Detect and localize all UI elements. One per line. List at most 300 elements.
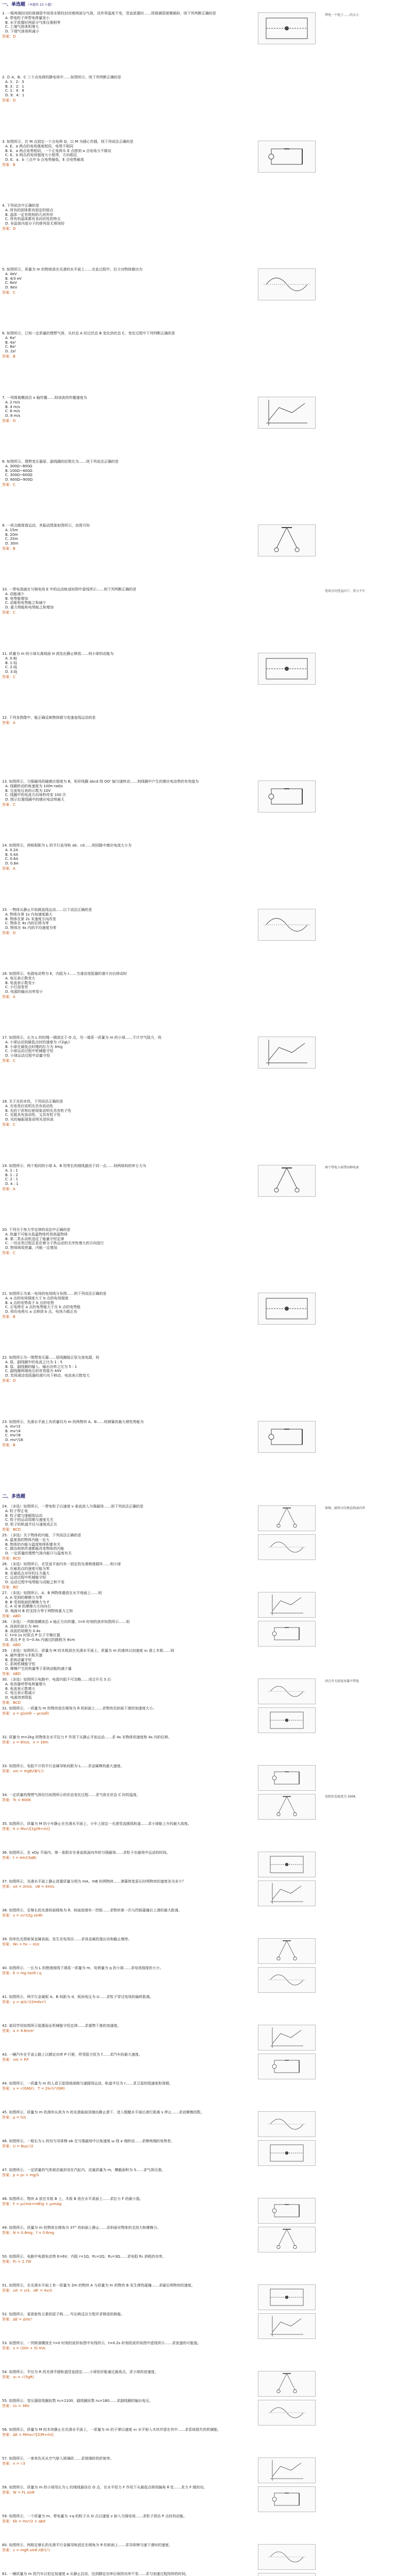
question-stem: 60. 如图所示，两根足够长的光滑平行金属导轨固定在倾角为 θ 的斜面上……求导体棒匀速下滑时的速度。 [2,2543,173,2547]
answer-key: 答案：vA = 2m/s，vB = 4m/s [2,1884,55,1889]
answer-key: 答案：P₂ = 2.7W [2,2259,31,2264]
answer-option: B. 4 m/s [5,404,20,409]
question-figure [258,524,316,556]
answer-key: 答案：Ek = mv²/2 + qEd [2,2519,45,2523]
question-stem: 3. 如图所示，在 M 点固定一个点电荷 Q，以 M 为圆心作圆，则下列说法正确的是 [2,140,134,144]
side-note: 两个带电小球带同种电荷 [325,1166,359,1170]
question-stem: 10. 一带电油滴在匀强电场 E 中的运动轨迹如图中虚线所示……则下列判断正确的是 [2,587,137,591]
question-stem: 23. 如图所示，光滑水平面上有质量均为 m 的两物块 A、B……则弹簧的最大弹性势能为 [2,1420,144,1424]
answer-option: A. 15m [5,528,18,532]
question-stem: 25. （多选）关于物体的内能，下列说法正确的是 [2,1533,81,1537]
answer-option: C. 25m [5,537,19,541]
question-stem: 54. 如图所示，半径为 R 的光滑半圆轨道竖直固定……小球恰好能通过最高点，求小球的初速度。 [2,2370,158,2374]
answer-key: 答案：vm = P/f [2,2057,29,2062]
question-figure [258,1534,316,1560]
answer-key: 答案：W₀ = hν − eUc [2,1942,40,1946]
question-stem: 2. 在 A、B、C 三个点电荷的静电场中……如图所示，则下列判断正确的是 [2,75,121,79]
answer-key: 答案：C [2,610,15,615]
question [2,2024,244,2033]
answer-key: 答案：C [2,674,15,679]
question-stem: 21. 如图所示为某一电场的电场线分布图……则下列说法正确的是 [2,1292,107,1296]
question [2,2139,244,2149]
question-figure [258,2458,316,2483]
question-stem: 16. 如图所示，电源电动势为 E，内阻为 r……当滑动变阻器的滑片向右移动时 [2,972,127,976]
answer-option: A. 2 m/s [5,400,20,404]
answer-option: B. 电流表示数增大 [5,1686,36,1691]
question [2,2081,332,2091]
answer-option: C. 光既具有波动性，又具有粒子性 [5,1113,61,1117]
question-stem: 26. （多选）如图所示，在竖直平面内有一固定的光滑绝缘圆环……则小球 [2,1562,121,1566]
answer-option: B. 小球在最低点时绳的拉力为 3mg [5,1044,63,1049]
question-stem: 29. （多选）如图所示，质量为 M 的木板放在光滑水平面上，质量为 m 的滑块以初速度 v₀ 滑上木板……则 [2,1649,174,1653]
answer-option: B. 系统动量守恒 [5,1657,32,1662]
question [2,908,244,936]
answer-option: D. 4 : 1 [5,1182,19,1186]
question [2,2168,332,2178]
question-stem: 33. 如图所示，电阻不计的平行金属导轨间距为 L……求金属棒的最大速度。 [2,1764,124,1768]
answer-option: B. 晶体一定有规则的几何外形 [5,212,54,217]
question [2,587,332,615]
question [2,2110,244,2120]
question [2,11,244,39]
answer-key: 答案：C [2,482,15,487]
answer-option: A. 4eV [5,272,17,276]
question [2,75,332,103]
question-stem: 7. 一列简谐横波沿 x 轴传播……则该波的传播速度为 [2,396,87,400]
question-figure [258,2111,316,2137]
question-stem: 57. 如图所示，一束单色光从空气射入玻璃砖……求玻璃砖的折射率。 [2,2456,114,2461]
answer-option: C. 系统机械能守恒 [5,1662,36,1667]
answer-option: B. 第二类永动机违反了能量守恒定律 [5,1236,64,1241]
answer-option: A. 最终滑块与木板共速 [5,1653,43,1657]
question-stem: 13. 如图所示，匀强磁场的磁感应强度为 B，矩形线圈 abcd 绕 OO' 轴匀速转动……则线圈中产生的感应电动势的有效值为 [2,779,199,784]
answer-option: C. 6eV [5,281,17,285]
answer-option: D. 物体在 4s 内的平均速度为零 [5,926,57,930]
question-figure [258,1592,316,1618]
question-stem: 45. 如图所示，质量为 m 的滑块从高为 h 的光滑曲面顶端由静止滑下，进入粗糙水平面后滑行距离 s 停止……求动摩擦因数。 [2,2110,204,2114]
question-figure [258,2198,316,2224]
question-figure [258,397,316,429]
question [2,2283,244,2293]
answer-option: D. 重力势能和电势能之和增加 [5,605,54,609]
question-figure [258,1765,316,1791]
answer-option: B. 1.5J [5,660,17,665]
question [2,2456,244,2466]
answer-key: 答案：N = 0.8mg，f = 0.6mg [2,2230,55,2235]
answer-option: A. 300Ω~800Ω [5,464,32,468]
question-figure [258,1967,316,1993]
answer-option: A. a 点的电场强度大于 b 点的电场强度 [5,1296,69,1300]
answer-option: A. 光电效应说明光具有波动性 [5,1104,54,1108]
answer-key: 答案：BD [2,1585,19,1589]
answer-option: A. 热量不可能从低温物体传到高温物体 [5,1232,68,1236]
question [2,1764,244,1774]
answer-option: A. 小球运动到最低点时的速度为 √(2gL) [5,1040,70,1044]
answer-option: A. 原、副线圈中的电流之比为 1 : 5 [5,1360,63,1364]
answer-option: B. 交流电压表的示数为 10V [5,788,51,793]
answer-option: A. 0.2A [5,848,19,852]
question [2,2428,332,2437]
question-stem: 51. 如图所示，在光滑水平面上有一质量为 2m 的物块 A 与质量为 m 的物块 B 发生弹性碰撞……求碰后两物块的速度。 [2,2283,195,2287]
answer-option: D. 图示位置线圈中的感应电动势最大 [5,798,64,802]
answer-option: A. 0.8J [5,656,17,660]
answer-option: A. 温度高的物体内能一定大 [5,1537,50,1542]
question-figure [258,1938,316,1964]
question [2,1649,332,1676]
answer-option: A. 在最高点的速度可能为零 [5,1566,50,1571]
answer-key: 答案：v = √(GM/r)，T = 2π√(r³/GM) [2,2086,65,2091]
question-figure [258,141,316,173]
question-stem: 19. 如图所示，两个相同的小球 A、B 用等长的细线悬挂于同一点……则两球间的库仑力为 [2,1164,146,1168]
answer-option: B. 电流表示数变小 [5,980,36,985]
question [2,396,244,423]
answer-key: 答案：vm = mgR/(B²L²) [2,1769,44,1773]
question [2,1504,244,1532]
answer-option: C. 副线圈两端电压的有效值为 44V [5,1369,62,1374]
question [2,1735,332,1745]
question [2,1908,332,1918]
answer-option: C. 粒子的运动周期与速度无关 [5,1518,54,1522]
question-stem: 48. 如图所示，物块 A 放在木板 B 上，木板 B 放在水平桌面上……求拉力 F 的最小值。 [2,2197,143,2201]
question-stem: 41. 如图所示，两平行金属板 A、B 间距为 d，板间电压为 U……求粒子穿过电场的偏转距离。 [2,1995,154,1999]
answer-key: 答案：A [2,720,15,725]
question [2,2370,244,2380]
question-stem: 15. 一物体从静止开始做直线运动……以下说法正确的是 [2,908,92,912]
answer-key: 答案：ABD [2,1671,21,1676]
answer-option: A. mv²/2 [5,1424,21,1429]
answer-option: C. 1：4：9 [5,89,24,93]
question-figure [258,781,316,812]
question-stem: 31. 如图所示，一质量为 m 的物块放在倾角为 θ 的斜面上……求物块沿斜面下滑的加速度大小。 [2,1706,157,1710]
answer-option: C. t=0.1s 时质点 P 位于平衡位置 [5,1633,60,1638]
question [2,2197,244,2207]
answer-key: 答案：v = 8m/s，x = 16m [2,1740,48,1744]
question [2,460,332,487]
answer-option: C. 所有的晶体都有各向异性的特点 [5,217,61,222]
question [2,2485,244,2495]
section-title: 一、单选题 [2,2,26,7]
side-note: 带电一个电子……的大小 [325,13,359,17]
question-figure [258,1293,316,1325]
answer-option: C. 做功和热传递都能改变物体的内能 [5,1547,64,1551]
question [2,2053,244,2062]
answer-option: B. a 点的电势高于 b 点的电势 [5,1300,54,1305]
answer-key: 答案：ABD [2,1614,21,1618]
answer-key: 答案：A [2,994,15,999]
question-stem: 46. 如图所示，一根长为 L 的均匀导体棒 ab 在匀强磁场中以角速度 ω 绕 a 端转动……求棒两端的电势差。 [2,2139,174,2143]
answer-option: D. 运动过程中电势能与动能之和不变 [5,1580,64,1584]
question [2,2543,244,2553]
question-stem: 22. 如图所示为一理想变压器……原线圈接正弦交流电源，则 [2,1355,100,1360]
question-figure [258,1707,316,1733]
answer-key: 答案：D [2,34,16,39]
question-stem: 55. 如图所示，变压器原线圈匝数 n₁=1100，副线圈匝数 n₂=180……求副线圈的输出电压。 [2,2399,153,2403]
question-stem: 8. 如图所示，理想变压器原、副线圈的匝数比为……则下列说法正确的是 [2,460,119,464]
answer-key: 答案：A [2,866,15,871]
answer-key: 答案：ΔE = Δmc² [2,2317,32,2321]
answer-option: D. 3.0J [5,670,18,674]
answer-option: A. 粒子带正电 [5,1509,28,1513]
answer-key: 答案：p = p₀ + mg/S [2,2173,39,2177]
question-figure [258,1621,316,1647]
question-stem: 24. （多选）如图所示，一带电粒子以速度 v 垂直进入匀强磁场……则下列说法正确的是 [2,1504,143,1509]
answer-option: D. 600Ω~900Ω [5,478,33,482]
question-stem: 56. 如图所示，质量为 M 的木块静止在光滑水平面上，一质量为 m 的子弹以速度 v₀ 水平射入木块并留在其中……求系统损失的机械能。 [2,2428,221,2432]
answer-option: C. 物体在 4s 内的位移为零 [5,921,49,926]
answer-option: B. 粒子做匀速圆周运动 [5,1513,43,1518]
answer-key: 答案：U₂ = 36V [2,2403,29,2408]
answer-key: 答案：h = Mv₀²/[2g(M+m)] [2,1826,50,1831]
side-note: 初始状态温度为 300K [325,1795,356,1799]
answer-key: 答案：C [2,1058,15,1063]
answer-option: C. 2.0J [5,665,17,670]
answer-key: 答案：D [2,98,16,103]
answer-key: 答案：BCD [2,1700,21,1705]
question [2,1995,332,2005]
question-stem: 30. （多选）如图所示电路中，电源内阻不可忽略……闭合开关 S 后 [2,1677,111,1682]
answer-option: D. 电源效率降低 [5,1696,32,1700]
answer-option: B. 4a² [5,340,16,345]
question [2,331,332,359]
question-stem: 5. 如图所示，质量为 m 的物体放在光滑的水平面上……在此过程中，拉力对物体做功为 [2,267,143,272]
answer-key: 答案：n = √3 [2,2461,25,2466]
answer-key: 答案：C [2,1122,15,1127]
answer-option: D. 光的偏振现象说明光是纵波 [5,1117,54,1122]
answer-key: 答案：v = mgR sinθ /(B²L²) [2,2548,50,2552]
question-stem: 58. 如图所示，质量为 m 的小球用长为 L 的细线悬挂在 O 点，在水平恒力 F 作用下从最低点移到偏角 θ 处……求力 F 做的功。 [2,2485,207,2489]
question-figure [258,909,316,941]
question-stem: 47. 如图所示，一定质量的气体被活塞封闭在汽缸内，活塞质量为 m，横截面积为 S……求气体压强。 [2,2168,166,2172]
question [2,1793,244,1803]
answer-option: D. 小球运动过程中动量守恒 [5,1054,50,1058]
answer-option: B. 100Ω~400Ω [5,468,32,473]
answer-key: 答案：μ = h/s [2,2115,26,2120]
answer-key: 答案：B [2,162,15,167]
question [2,2226,244,2235]
section-subtitle: （本题共 23 小题） [26,3,54,7]
side-note: 闭合开关前电容器不带电 [325,1680,359,1683]
answer-option: B. 0.4A [5,852,19,857]
answer-key: 答案：U = BωL²/2 [2,2144,34,2148]
answer-option: A. 该波的波长为 4m [5,1624,39,1629]
question [2,843,332,871]
question-stem: 39. 用单色光照射某金属表面，发生光电效应……求该金属的逸出功和截止频率。 [2,1937,132,1941]
question-figure [258,653,316,685]
question-stem: 42. 某同学用如图所示装置验证机械能守恒定律……求重物下落的加速度。 [2,2024,121,2028]
question [2,1937,244,1947]
question-stem: 32. 质量为 m=2kg 的物体在水平拉力 F 作用下从静止开始运动……求 4s 末物体的速度和 4s 内的位移。 [2,1735,172,1739]
question [2,2312,244,2322]
answer-option: C. 小球运动过程中机械能守恒 [5,1049,54,1054]
question-stem: 20. 下列关于热力学定律的说法中正确的是 [2,1228,71,1232]
answer-key: 答案：D [2,226,16,231]
answer-key: 答案：v₀ = √(5gR) [2,2375,34,2379]
question-stem: 18. 关于光的本性，下列说法正确的是 [2,1099,63,1104]
question-stem: 1. 一根两端封闭的玻璃管中间用水银柱封闭着两部分气体，设外界温度不变，竖直放置时……将玻璃管缓慢倾斜，则下列判断正确的是 [2,11,216,15]
answer-option: D. 下端气体体积减小 [5,29,39,33]
answer-key: 答案：BCD [2,1556,21,1561]
answer-option: A. 动能减少 [5,591,25,596]
answer-key: 答案：C [2,802,15,807]
answer-option: A. E、a 两点的电场强度相同，电势不相同 [5,144,74,148]
answer-key: 答案：vA' = v/3，vB' = 4v/3 [2,2288,52,2293]
answer-key: 答案：D [2,930,16,935]
section-title: 二、多选题 [2,1494,26,1499]
question [2,779,244,807]
question [2,204,332,231]
answer-key: 答案：C [2,290,15,295]
question-stem: 11. 质量为 m 的小球从离地面 H 高处由静止释放……则小球的动能为 [2,652,114,656]
answer-key: 答案：F = μ₁(mA+mB)g + μ₂mAg [2,2201,62,2206]
answer-key: 答案：a = 9.6m/s² [2,2028,35,2033]
question [2,2255,332,2264]
answer-option: D. 30m [5,541,19,546]
question-stem: 4. 下列说法中正确的是 [2,204,39,208]
answer-option: B. 1 : 2 [5,1173,18,1177]
answer-option: C. 电压表示数减小 [5,1691,36,1696]
answer-key: 答案：v = (20n + 5) m/s [2,2346,46,2350]
answer-option: B. mv²/4 [5,1429,21,1433]
answer-option: B. 该波的周期为 0.4s [5,1629,41,1633]
question [2,1879,244,1889]
answer-key: 答案：t = πm/(3qB) [2,1855,37,1860]
answer-key: 答案：BCD [2,1527,21,1532]
answer-option: A. 带电粒子所带电荷量变小 [5,15,50,20]
question-stem: 43. 一辆汽车在平直公路上以额定功率 P 行驶，所受阻力恒为 f……求汽车的最大速度。 [2,2053,142,2057]
answer-option: D. 8 m/s [5,414,21,418]
question [2,523,244,551]
answer-option: C. 线圈中的电流方向每秒改变 100 次 [5,793,67,798]
answer-option: B. 20m [5,532,18,537]
question-stem: 37. 如图所示，光滑水平面上静止放置质量分别为 mA、mB 的两物块……弹簧恢复原长时两物块的速度各为多少？ [2,1879,186,1884]
question-stem: 36. 如图所示，在 xOy 平面内，第一象限存在垂直纸面向外的匀强磁场……求粒子在磁场中运动的时间。 [2,1851,170,1855]
answer-option: B. 4/3 eV [5,276,22,281]
answer-option: D. 粒子的轨道半径与速度成正比 [5,1522,57,1527]
question [2,652,244,680]
question [2,1966,244,1976]
question-figure [258,2573,316,2576]
question-stem: 9. 一质点做简谐运动，其振动图象如图所示，由图可知 [2,523,90,528]
answer-option: B. 电势能增加 [5,596,28,601]
question [2,1822,332,1832]
answer-option: A. 物体在第 1s 内加速度最大 [5,912,53,917]
question-stem: 27. （多选）如图所示，A、B 两物体叠放在水平地面上……则 [2,1591,102,1595]
question-figure [258,1037,316,1069]
question-figure [258,1679,316,1704]
question-figure [258,2544,316,2570]
answer-option: C. A 对 B 的摩擦力方向向右 [5,1604,51,1609]
answer-option: D. 地面对 B 的支持力等于两物体重力之和 [5,1609,73,1613]
question-figure [258,2284,316,2310]
answer-option: D. 2a² [5,349,17,353]
answer-option: D. 一定质量的理想气体内能只与温度有关 [5,1551,72,1555]
answer-option: D. 0.8A [5,861,19,866]
question [2,1355,332,1383]
answer-key: 答案：W = FL sinθ [2,2490,35,2495]
question-figure [258,2227,316,2252]
question-stem: 28. （多选）一列简谐横波沿 x 轴正方向传播，t=0 时刻的波形如图所示……则 [2,1620,130,1624]
question [2,2341,332,2351]
question [2,1620,244,1648]
question-figure [258,1505,316,1531]
answer-option: B. 物体的内能与温度和体积都有关 [5,1542,61,1547]
answer-option: D. 9：4：1 [5,93,25,97]
side-note: 如图，磁场方向垂直纸面向里 [325,1506,366,1510]
answer-option: B. E、a 两点电势相同，一个正电荷从 E 点移到 a 点电场力不做功 [5,148,111,153]
answer-option: B. 原、副线圈的输入、输出功率之比为 5 : 1 [5,1364,77,1369]
question-figure [258,268,316,300]
question-stem: 12. 下列各图像中，能正确反映物体做匀变速直线运动的是 [2,716,96,720]
answer-key: 答案：A [2,1187,15,1191]
answer-key: 答案：ABD [2,1642,21,1647]
question [2,972,332,999]
question [2,1292,244,1319]
answer-option: D. mv²/16 [5,1438,23,1442]
question-stem: 50. 如图所示，电路中电源电动势 E=6V，内阻 r=1Ω，R₁=2Ω，R₂=3Ω……求电阻 R₂ 消耗的功率。 [2,2255,166,2259]
question-figure [258,2371,316,2397]
answer-option: D. E、a、b 三点中 b 点电势最低，E 点电势最高 [5,158,84,162]
question-stem: 49. 如图所示，质量为 m 的物体在倾角为 37° 的斜面上静止……求斜面对物体的支持力和摩擦力。 [2,2226,161,2230]
question [2,1851,244,1860]
question [2,2399,244,2409]
answer-option: C. 8a² [5,345,16,349]
answer-option: A. 1 : 1 [5,1168,18,1173]
question-stem: 53. 如图所示，一列简谐横波在 t=0 时刻的波形如图中实线所示，t=0.2s 时刻的波形如图中虚线所示……求波速的可能值。 [2,2341,201,2345]
answer-option: A. A 受到的摩擦力为零 [5,1595,43,1600]
question-stem: 6. 如图所示，已知一定质量的理想气体，从状态 A 经过状态 B 变化到状态 C，变化过程中下列判断正确的是 [2,331,175,335]
answer-option: C. 运动过程中机械能守恒 [5,1575,46,1580]
answer-option: A. 线圈转动的角速度为 100π rad/s [5,784,63,788]
answer-option: A. 电容器所带电荷量增大 [5,1682,46,1686]
answer-option: D. 物体吸收热量，内能一定增加 [5,1246,57,1250]
question-stem: 59. 如图所示，一个质量为 m、带电量为 +q 的粒子从 O 点以速度 v 射入匀强电场……求粒子到达 P 点时的动能。 [2,2514,187,2518]
answer-option: B. 3：2：1 [5,84,24,89]
question-stem: 52. 如图所示，某放射性元素的原子核……写出核反应方程并求释放的核能。 [2,2312,125,2316]
question-figure [258,1852,316,1877]
question-stem: 61. 一辆质量为 m 的汽车以恒定加速度 a 从静止启动，达到额定功率后保持功率不变……求匀加速过程持续的时间。 [2,2572,189,2576]
question-figure [258,2140,316,2166]
answer-key: 答案：a = g(sinθ − μcosθ) [2,1711,49,1716]
question [2,1591,244,1619]
question [2,2514,332,2524]
section-heading [2,1494,25,1500]
question-figure [258,1165,316,1197]
question-figure [258,2054,316,2079]
answer-option: A. 6a² [5,335,16,340]
answer-key: 答案：E = mg tanθ / q [2,1971,42,1975]
answer-option: D. 8eV [5,285,18,290]
answer-key: 答案：Tc = 600K [2,1798,31,1802]
question [2,140,244,167]
question-stem: 17. 如图所示，长为 L 的轻绳一端固定于 O 点，另一端系一质量为 m 的小球……不计空气阻力，则 [2,1036,161,1040]
question-figure [258,12,316,44]
question-stem: 35. 如图所示，质量为 M 的小车静止在光滑水平面上，小车上固定一光滑竖直圆弧轨道……求小球能上升的最大高度。 [2,1822,191,1826]
answer-option: C. 小灯泡变亮 [5,985,28,990]
answer-key: 答案：D [2,418,16,423]
section-heading [2,2,54,8]
answer-option: D. 若将滑动变阻器的滑片向下移动，电流表示数变大 [5,1374,90,1378]
question [2,1228,332,1256]
answer-option: B. B 受到地面的摩擦力为 F [5,1600,50,1604]
question [2,1533,244,1561]
answer-option: C. 动能和电势能之和减少 [5,601,46,605]
answer-option: C. 6 m/s [5,409,20,414]
question-figure [258,2400,316,2426]
answer-option: B. 在最低点对环的压力最大 [5,1571,50,1575]
question-stem: 14. 如图所示，两根相距为 L 的平行直导轨 ab、cd……则回路中感应电流大小为 [2,843,132,848]
side-note: 电场方向竖直向下，重力不计 [325,589,366,593]
answer-option: C. 300Ω~600Ω [5,473,32,478]
